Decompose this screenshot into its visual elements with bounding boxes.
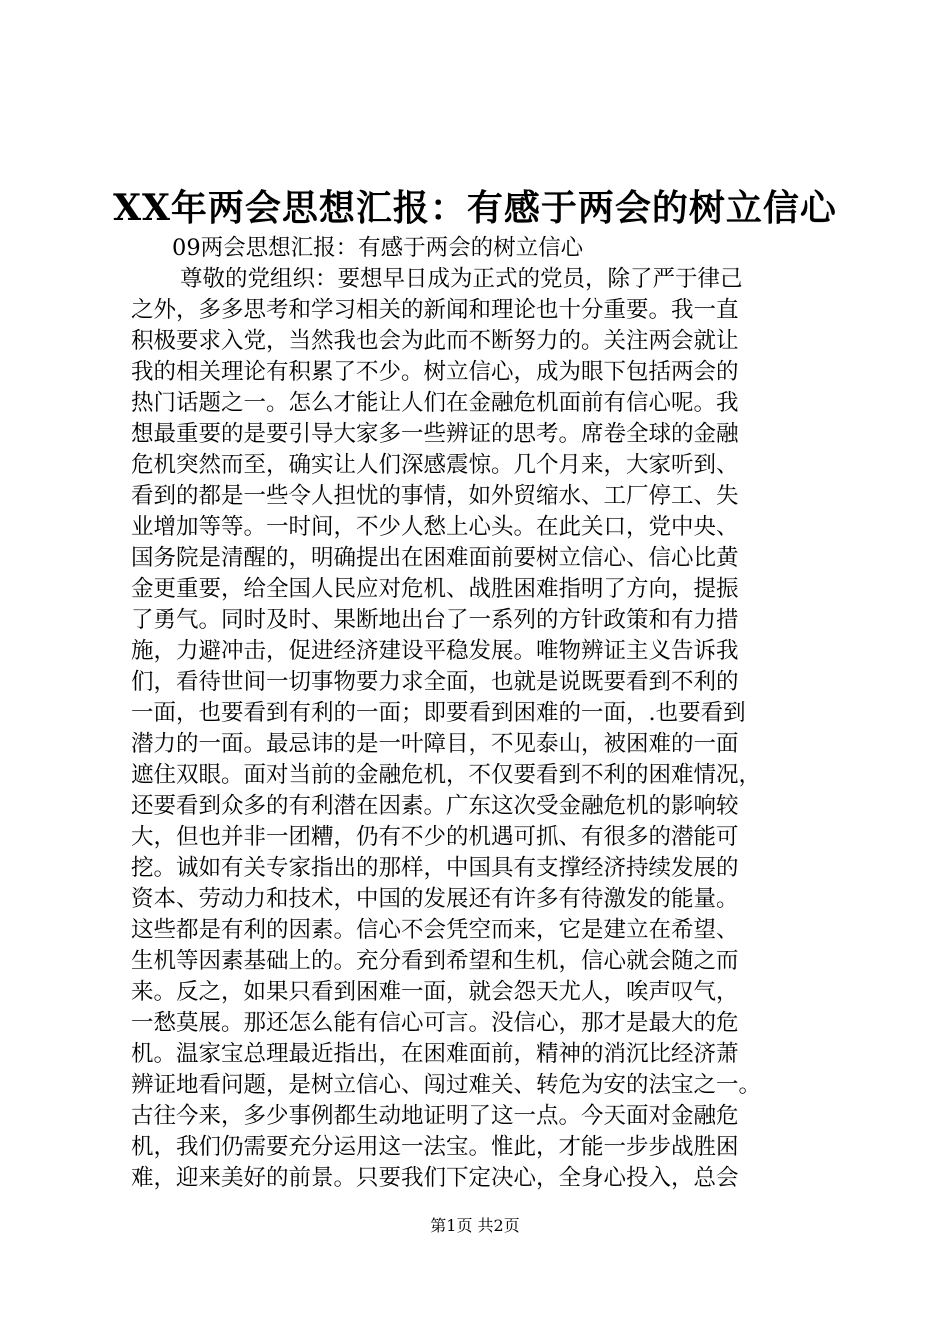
paragraph-line: 一面，也要看到有利的一面；即要看到困难的一面，.也要看到 <box>131 700 746 726</box>
paragraph-line: 们，看待世间一切事物要力求全面，也就是说既要看到不利的 <box>131 669 739 695</box>
paragraph-line: 积极要求入党，当然我也会为此而不断努力的。关注两会就让 <box>131 328 739 354</box>
paragraph-line: 辨证地看问题，是树立信心、闯过难关、转危为安的法宝之一。 <box>131 1072 762 1098</box>
paragraph-line: 之外，多多思考和学习相关的新闻和理论也十分重要。我一直 <box>131 297 739 323</box>
paragraph-line: 难，迎来美好的前景。只要我们下定决心，全身心投入，总会 <box>131 1165 739 1191</box>
paragraph-line: 机，我们仍需要充分运用这一法宝。惟此，才能一步步战胜困 <box>131 1134 739 1160</box>
paragraph-line: 机。温家宝总理最近指出，在困难面前，精神的消沉比经济萧 <box>131 1041 739 1067</box>
document-subtitle: 09两会思想汇报：有感于两会的树立信心 <box>172 235 584 261</box>
paragraph-line: 我的相关理论有积累了不少。树立信心，成为眼下包括两会的 <box>131 359 739 385</box>
paragraph-line: 还要看到众多的有利潜在因素。广东这次受金融危机的影响较 <box>131 793 739 819</box>
paragraph-line: 来。反之，如果只看到困难一面，就会怨天尤人，唉声叹气， <box>131 979 739 1005</box>
paragraph-line: 看到的都是一些令人担忧的事情，如外贸缩水、工厂停工、失 <box>131 483 739 509</box>
paragraph-line: 了勇气。同时及时、果断地出台了一系列的方针政策和有力措 <box>131 607 739 633</box>
paragraph-line: 业增加等等。一时间，不少人愁上心头。在此关口，党中央、 <box>131 514 739 540</box>
paragraph-line: 古往今来，多少事例都生动地证明了这一点。今天面对金融危 <box>131 1103 739 1129</box>
paragraph-line: 这些都是有利的因素。信心不会凭空而来，它是建立在希望、 <box>131 917 739 943</box>
paragraph-line: 挖。诚如有关专家指出的那样，中国具有支撑经济持续发展的 <box>131 855 739 881</box>
paragraph-line: 热门话题之一。怎么才能让人们在金融危机面前有信心呢。我 <box>131 390 739 416</box>
paragraph-line: 想最重要的是要引导大家多一些辨证的思考。席卷全球的金融 <box>131 421 739 447</box>
paragraph-line: 国务院是清醒的，明确提出在困难面前要树立信心、信心比黄 <box>131 545 739 571</box>
paragraph-line: 大，但也并非一团糟，仍有不少的机遇可抓、有很多的潜能可 <box>131 824 739 850</box>
paragraph-line: 尊敬的党组织：要想早日成为正式的党员，除了严于律己 <box>180 266 743 292</box>
paragraph-line: 施，力避冲击，促进经济建设平稳发展。唯物辨证主义告诉我 <box>131 638 739 664</box>
paragraph-line: 金更重要，给全国人民应对危机、战胜困难指明了方向，提振 <box>131 576 739 602</box>
paragraph-line: 遮住双眼。面对当前的金融危机，不仅要看到不利的困难情况， <box>131 762 762 788</box>
paragraph-line: 危机突然而至，确实让人们深感震惊。几个月来，大家听到、 <box>131 452 739 478</box>
document-body <box>131 233 831 1194</box>
page-number-footer: 第1页 共2页 <box>430 1216 520 1235</box>
paragraph-line: 生机等因素基础上的。充分看到希望和生机，信心就会随之而 <box>131 948 739 974</box>
paragraph-line: 一愁莫展。那还怎么能有信心可言。没信心，那才是最大的危 <box>131 1010 739 1036</box>
document-title: XX年两会思想汇报：有感于两会的树立信心 <box>113 187 837 229</box>
paragraph-line: 资本、劳动力和技术，中国的发展还有许多有待激发的能量。 <box>131 886 739 912</box>
paragraph-line: 潜力的一面。最忌讳的是一叶障目，不见泰山，被困难的一面 <box>131 731 739 757</box>
